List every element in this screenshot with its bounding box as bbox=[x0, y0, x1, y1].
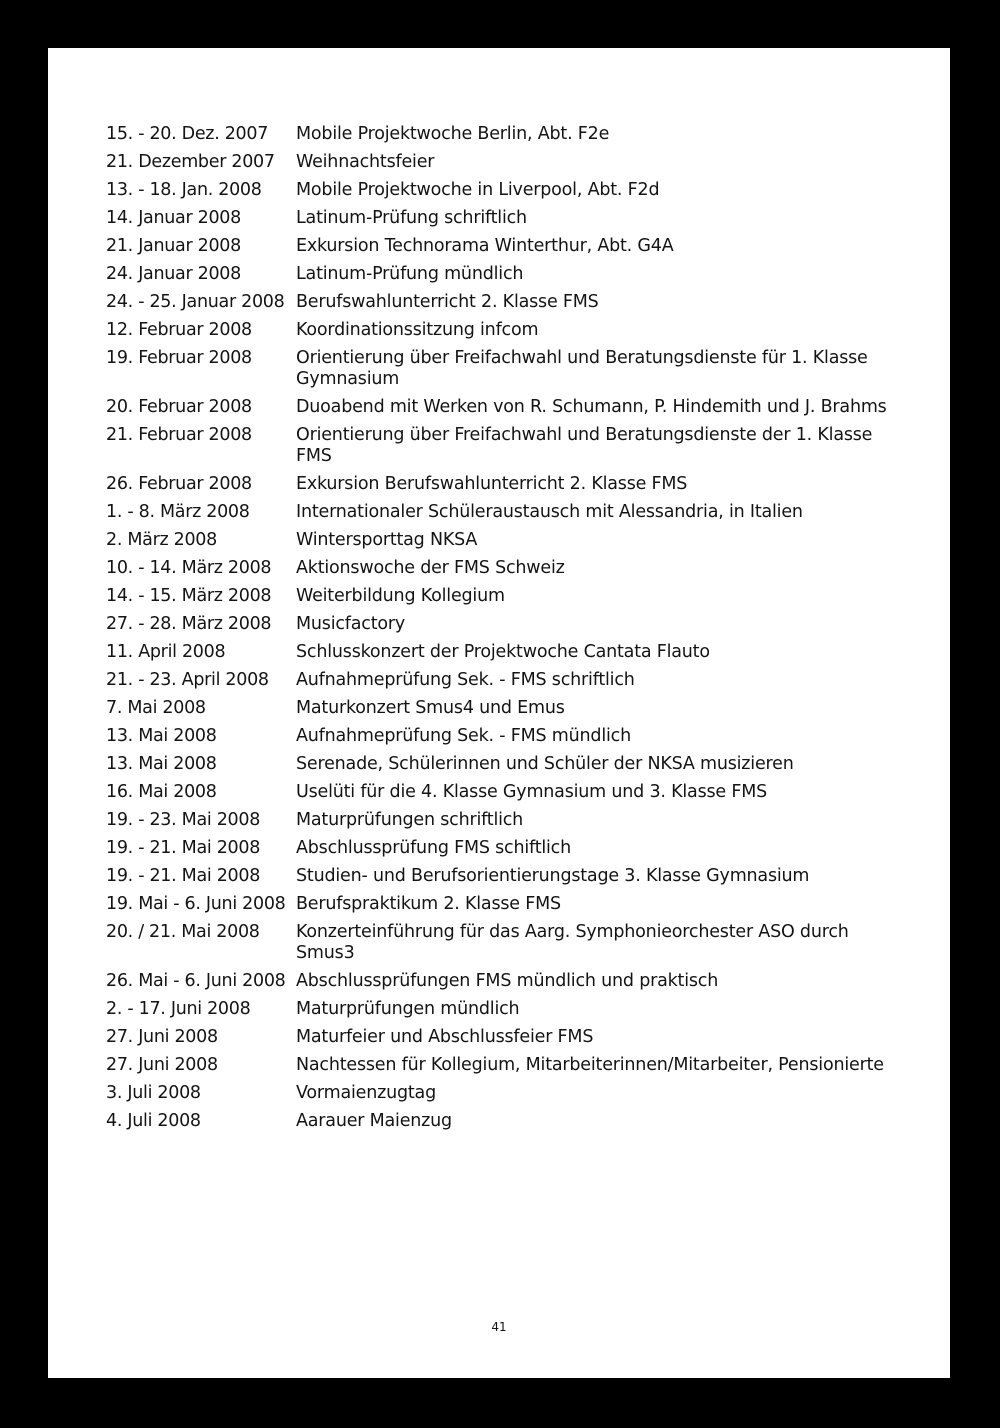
event-description: Exkursion Technorama Winterthur, Abt. G4A bbox=[296, 236, 674, 256]
event-date: 21. Februar 2008 bbox=[106, 425, 252, 445]
event-date: 13. - 18. Jan. 2008 bbox=[106, 180, 262, 200]
event-row bbox=[106, 754, 896, 775]
event-description: Aufnahmeprüfung Sek. - FMS schriftlich bbox=[296, 670, 635, 690]
event-description: Exkursion Berufswahlunterricht 2. Klasse FMS bbox=[296, 474, 688, 494]
event-date: 19. Mai - 6. Juni 2008 bbox=[106, 894, 286, 914]
event-description: Weiterbildung Kollegium bbox=[296, 586, 505, 606]
event-description: Berufspraktikum 2. Klasse FMS bbox=[296, 894, 561, 914]
event-date: 13. Mai 2008 bbox=[106, 754, 217, 774]
event-description: Musicfactory bbox=[296, 614, 406, 634]
event-row bbox=[106, 866, 896, 887]
event-row bbox=[106, 782, 896, 803]
event-description: Aarauer Maienzug bbox=[296, 1111, 452, 1131]
page-number: 41 bbox=[491, 1320, 507, 1334]
event-date: 14. - 15. März 2008 bbox=[106, 586, 272, 606]
event-row bbox=[106, 474, 896, 495]
event-description: Uselüti für die 4. Klasse Gymnasium und 3. Klasse FMS bbox=[296, 782, 768, 802]
event-description: Maturkonzert Smus4 und Emus bbox=[296, 698, 565, 718]
event-date: 2. März 2008 bbox=[106, 530, 217, 550]
event-date: 19. - 21. Mai 2008 bbox=[106, 838, 261, 858]
event-row bbox=[106, 292, 896, 313]
event-row bbox=[106, 614, 896, 635]
event-date: 24. Januar 2008 bbox=[106, 264, 241, 284]
event-date: 19. - 21. Mai 2008 bbox=[106, 866, 261, 886]
event-row bbox=[106, 999, 896, 1020]
event-date: 7. Mai 2008 bbox=[106, 698, 206, 718]
event-row bbox=[106, 1055, 896, 1076]
event-description: Latinum-Prüfung mündlich bbox=[296, 264, 524, 284]
event-date: 14. Januar 2008 bbox=[106, 208, 241, 228]
event-description: Maturprüfungen mündlich bbox=[296, 999, 520, 1019]
event-description: Vormaienzugtag bbox=[296, 1083, 436, 1103]
event-description: Serenade, Schülerinnen und Schüler der NKSA musizieren bbox=[296, 754, 794, 774]
event-date: 12. Februar 2008 bbox=[106, 320, 252, 340]
event-list bbox=[106, 124, 896, 1139]
event-date: 11. April 2008 bbox=[106, 642, 226, 662]
event-row bbox=[106, 320, 896, 341]
event-row bbox=[106, 698, 896, 719]
event-row bbox=[106, 530, 896, 551]
event-row bbox=[106, 810, 896, 831]
event-date: 27. Juni 2008 bbox=[106, 1055, 218, 1075]
event-description: Maturfeier und Abschlussfeier FMS bbox=[296, 1027, 594, 1047]
event-row bbox=[106, 236, 896, 257]
event-description: Abschlussprüfungen FMS mündlich und praktisch bbox=[296, 971, 719, 991]
event-row bbox=[106, 208, 896, 229]
event-row bbox=[106, 642, 896, 663]
event-date: 27. Juni 2008 bbox=[106, 1027, 218, 1047]
event-date: 13. Mai 2008 bbox=[106, 726, 217, 746]
event-date: 19. - 23. Mai 2008 bbox=[106, 810, 261, 830]
event-description: Konzerteinführung für das Aarg. Symphonieorchester ASO durch Smus3 bbox=[296, 922, 849, 963]
event-description: Mobile Projektwoche Berlin, Abt. F2e bbox=[296, 124, 610, 144]
event-date: 2. - 17. Juni 2008 bbox=[106, 999, 251, 1019]
event-row bbox=[106, 425, 896, 467]
event-description: Internationaler Schüleraustausch mit Alessandria, in Italien bbox=[296, 502, 803, 522]
event-date: 15. - 20. Dez. 2007 bbox=[106, 124, 269, 144]
event-description: Aktionswoche der FMS Schweiz bbox=[296, 558, 565, 578]
event-row bbox=[106, 670, 896, 691]
event-row bbox=[106, 502, 896, 523]
event-row bbox=[106, 971, 896, 992]
event-date: 20. / 21. Mai 2008 bbox=[106, 922, 260, 942]
event-date: 20. Februar 2008 bbox=[106, 397, 252, 417]
event-row bbox=[106, 558, 896, 579]
event-description: Duoabend mit Werken von R. Schumann, P. Hindemith und J. Brahms bbox=[296, 397, 887, 417]
event-row bbox=[106, 922, 896, 964]
event-description: Maturprüfungen schriftlich bbox=[296, 810, 524, 830]
event-row bbox=[106, 1111, 896, 1132]
event-row bbox=[106, 152, 896, 173]
event-date: 26. Februar 2008 bbox=[106, 474, 252, 494]
event-row bbox=[106, 180, 896, 201]
event-row bbox=[106, 1083, 896, 1104]
event-date: 1. - 8. März 2008 bbox=[106, 502, 250, 522]
event-description: Berufswahlunterricht 2. Klasse FMS bbox=[296, 292, 599, 312]
event-row bbox=[106, 586, 896, 607]
event-description: Studien- und Berufsorientierungstage 3. Klasse Gymnasium bbox=[296, 866, 810, 886]
event-row bbox=[106, 348, 896, 390]
event-row bbox=[106, 264, 896, 285]
event-description: Latinum-Prüfung schriftlich bbox=[296, 208, 527, 228]
event-date: 21. - 23. April 2008 bbox=[106, 670, 269, 690]
event-description: Orientierung über Freifachwahl und Beratungsdienste für 1. Klasse Gymnasium bbox=[296, 348, 868, 389]
event-date: 27. - 28. März 2008 bbox=[106, 614, 272, 634]
event-row bbox=[106, 397, 896, 418]
event-description: Koordinationssitzung infcom bbox=[296, 320, 539, 340]
event-description: Nachtessen für Kollegium, Mitarbeiterinnen/Mitarbeiter, Pensionierte bbox=[296, 1055, 884, 1075]
event-row bbox=[106, 894, 896, 915]
event-date: 10. - 14. März 2008 bbox=[106, 558, 272, 578]
event-date: 4. Juli 2008 bbox=[106, 1111, 201, 1131]
event-date: 24. - 25. Januar 2008 bbox=[106, 292, 285, 312]
event-date: 16. Mai 2008 bbox=[106, 782, 217, 802]
event-description: Orientierung über Freifachwahl und Beratungsdienste der 1. Klasse FMS bbox=[296, 425, 873, 466]
event-row bbox=[106, 726, 896, 747]
event-row bbox=[106, 124, 896, 145]
event-date: 3. Juli 2008 bbox=[106, 1083, 201, 1103]
document-page bbox=[48, 48, 950, 1378]
event-date: 21. Januar 2008 bbox=[106, 236, 241, 256]
event-description: Wintersporttag NKSA bbox=[296, 530, 478, 550]
event-date: 19. Februar 2008 bbox=[106, 348, 252, 368]
event-description: Abschlussprüfung FMS schiftlich bbox=[296, 838, 571, 858]
event-description: Weihnachtsfeier bbox=[296, 152, 435, 172]
event-description: Mobile Projektwoche in Liverpool, Abt. F2d bbox=[296, 180, 660, 200]
event-description: Aufnahmeprüfung Sek. - FMS mündlich bbox=[296, 726, 631, 746]
event-date: 26. Mai - 6. Juni 2008 bbox=[106, 971, 286, 991]
event-row bbox=[106, 1027, 896, 1048]
event-row bbox=[106, 838, 896, 859]
event-description: Schlusskonzert der Projektwoche Cantata Flauto bbox=[296, 642, 710, 662]
event-date: 21. Dezember 2007 bbox=[106, 152, 275, 172]
